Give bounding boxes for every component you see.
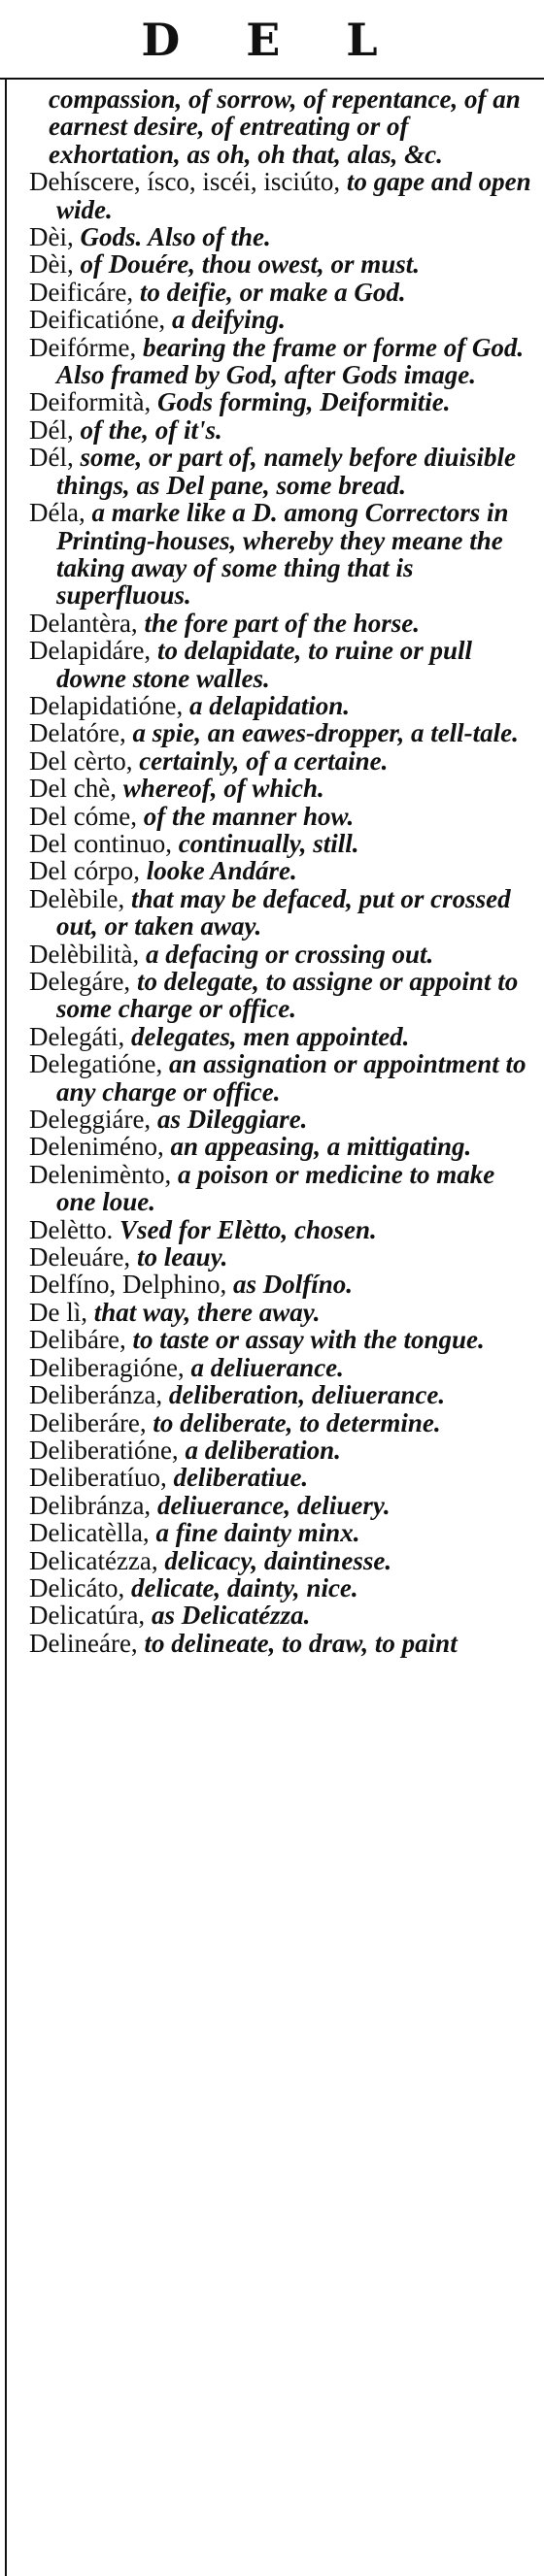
dictionary-entry — [29, 1023, 534, 1050]
entry-headword: Deifórme, — [29, 332, 137, 362]
dictionary-entry — [29, 1547, 534, 1574]
dictionary-entry — [29, 830, 534, 857]
dictionary-entry — [29, 416, 534, 444]
dictionary-entry — [29, 444, 534, 499]
dictionary-entry — [29, 334, 534, 389]
entry-headword: Delegáre, — [29, 967, 131, 996]
entry-definition: a deliberation. — [178, 1435, 341, 1465]
entry-definition: whereof, of which. — [116, 774, 324, 804]
dictionary-entry — [29, 1381, 534, 1408]
entry-definition: delicacy, daintinesse. — [157, 1545, 392, 1575]
dictionary-entry — [29, 1106, 534, 1133]
dictionary-entry — [29, 85, 534, 168]
dictionary-entry — [29, 1354, 534, 1381]
entry-headword: Delibránza, — [29, 1490, 152, 1520]
dictionary-entry — [29, 775, 534, 802]
dictionary-entry — [29, 747, 534, 775]
entry-definition: an assignation or appointment to any charge or office. — [56, 1049, 527, 1106]
entry-headword: Deiformità, — [29, 387, 152, 417]
dictionary-entry — [29, 1492, 534, 1519]
dictionary-entry — [29, 168, 534, 223]
dictionary-entry — [29, 279, 534, 306]
entry-headword: Delineáre, — [29, 1628, 138, 1658]
entry-headword: Delfíno, Delphino, — [29, 1270, 227, 1300]
dictionary-entry — [29, 1464, 534, 1491]
entry-definition: the fore part of the horse. — [137, 608, 420, 638]
entry-definition: a defacing or crossing out. — [139, 939, 434, 969]
entry-definition: delicate, dainty, nice. — [124, 1572, 358, 1602]
entry-headword: De lì, — [29, 1297, 87, 1327]
entry-headword: Dél, — [29, 443, 74, 473]
dictionary-entry — [29, 250, 534, 278]
entry-definition: bearing the frame or forme of God. Also framed by God, after Gods image. — [56, 332, 525, 390]
entry-definition: to gape and open wide. — [56, 167, 531, 224]
dictionary-entry — [29, 1216, 534, 1243]
dictionary-entry — [29, 306, 534, 333]
entry-headword: Del cèrto, — [29, 745, 133, 776]
page-title: D E L — [141, 14, 403, 66]
entry-headword: Delicatúra, — [29, 1601, 146, 1631]
dictionary-entry — [29, 1271, 534, 1298]
entry-definition: to delineate, to draw, to paint — [137, 1628, 458, 1658]
entry-definition: to taste or assay with the tongue. — [125, 1325, 485, 1355]
entry-definition: a deliuerance. — [184, 1352, 344, 1382]
entry-definition: of the, of it's. — [73, 414, 222, 445]
entry-definition: as Dileggiare. — [151, 1105, 308, 1135]
entry-headword: Delapidáre, — [29, 636, 152, 666]
entry-definition: deliberatiue. — [166, 1463, 309, 1493]
dictionary-entry — [29, 857, 534, 884]
entry-headword: Déla, — [29, 498, 85, 528]
entry-headword: Deliberatíuo, — [29, 1463, 167, 1493]
dictionary-entry — [29, 1161, 534, 1216]
entry-headword: Deleniméno, — [29, 1132, 164, 1162]
entry-headword: Deificatióne, — [29, 305, 166, 335]
entry-definition: deliuerance, deliuery. — [151, 1490, 391, 1520]
entry-headword: Delatóre, — [29, 718, 126, 748]
entry-headword: Delicáto, — [29, 1572, 125, 1602]
header-rule — [0, 78, 544, 80]
entry-definition: of the manner how. — [136, 801, 355, 831]
entry-definition: to deliberate, to determine. — [146, 1407, 441, 1437]
entry-headword: Delegatióne, — [29, 1049, 163, 1079]
dictionary-entry — [29, 1437, 534, 1464]
dictionary-entry — [29, 1602, 534, 1629]
dictionary-entry — [29, 1299, 534, 1326]
entry-definition: that way, there away. — [87, 1297, 321, 1327]
entry-definition: delegates, men appointed. — [124, 1021, 410, 1051]
entry-headword: Del continuo, — [29, 828, 172, 858]
entry-definition: as Delicatézza. — [145, 1601, 311, 1631]
dictionary-entry — [29, 499, 534, 610]
dictionary-entry — [29, 610, 534, 637]
dictionary-entry — [29, 1243, 534, 1271]
dictionary-entry — [29, 1630, 534, 1657]
entry-headword: Deliberatióne, — [29, 1435, 179, 1465]
entry-headword: Delicatézza, — [29, 1545, 158, 1575]
dictionary-entry — [29, 941, 534, 968]
entry-headword: Del cóme, — [29, 801, 137, 831]
entry-headword: Delètto. — [29, 1214, 114, 1244]
dictionary-entry — [29, 1409, 534, 1437]
dictionary-entry — [29, 1519, 534, 1546]
entry-definition: to delegate, to assigne or appoint to some charge or office. — [56, 967, 519, 1024]
entry-headword: Del córpo, — [29, 856, 140, 886]
dictionary-entry — [29, 719, 534, 746]
entry-headword: Deleggiáre, — [29, 1105, 152, 1135]
entry-definition: a marke like a D. among Correctors in Printing-houses, whereby they meane the taking away of some thing that is superfluous. — [56, 498, 509, 611]
entry-definition: of Douére, thou owest, or must. — [73, 249, 421, 280]
entry-column — [29, 85, 534, 2570]
entry-definition: some, or part of, namely before diuisible things, as Del pane, some bread. — [56, 443, 516, 500]
entry-headword: Delantèra, — [29, 608, 138, 638]
dictionary-entry — [29, 968, 534, 1023]
dictionary-entry — [29, 885, 534, 941]
entry-definition: as Dolfíno. — [226, 1270, 353, 1300]
entry-definition: a fine dainty minx. — [149, 1518, 360, 1548]
entry-definition: looke Andáre. — [139, 856, 297, 886]
entry-definition: to leauy. — [130, 1242, 228, 1272]
entry-headword: Delibáre, — [29, 1325, 126, 1355]
dictionary-entry — [29, 1050, 534, 1106]
dictionary-entry — [29, 1133, 534, 1160]
dictionary-entry — [29, 1326, 534, 1353]
entry-headword: Deificáre, — [29, 277, 134, 307]
entry-definition: compassion, of sorrow, of repentance, of an earnest desire, of entreating or of exhortation, as oh, oh that, alas, &c. — [49, 85, 521, 169]
entry-definition: a spie, an eawes-dropper, a tell-tale. — [125, 718, 519, 748]
entry-definition: continually, still. — [171, 828, 359, 858]
entry-headword: Dèi, — [29, 249, 74, 280]
entry-headword: Dèi, — [29, 222, 74, 252]
dictionary-entry — [29, 637, 534, 692]
dictionary-entry — [29, 692, 534, 719]
entry-headword: Deliberagióne, — [29, 1352, 185, 1382]
entry-definition: a delapidation. — [183, 690, 350, 720]
entry-definition: to delapidate, to ruine or pull downe stone walles. — [56, 636, 472, 693]
entry-definition: an appeasing, a mittigating. — [163, 1132, 472, 1162]
dictionary-entry — [29, 223, 534, 250]
dictionary-entry — [29, 1574, 534, 1602]
entry-headword: Delèbilità, — [29, 939, 140, 969]
entry-definition: certainly, of a certaine. — [132, 745, 389, 776]
entry-headword: Deliberáre, — [29, 1407, 147, 1437]
entry-definition: Vsed for Elètto, chosen. — [113, 1214, 377, 1244]
entry-headword: Dél, — [29, 414, 74, 445]
page-header — [0, 0, 544, 87]
entry-headword: Deleuáre, — [29, 1242, 131, 1272]
entry-headword: Delèbile, — [29, 883, 125, 913]
dictionary-entry — [29, 388, 534, 415]
entry-definition: deliberation, deliuerance. — [162, 1380, 446, 1410]
entry-definition: to deifie, or make a God. — [133, 277, 406, 307]
entry-headword: Del chè, — [29, 774, 117, 804]
entry-definition: that may be defaced, put or crossed out, or taken away. — [56, 883, 511, 941]
entry-headword: Delapidatióne, — [29, 690, 184, 720]
entry-headword: Dehíscere, ísco, iscéi, isciúto, — [29, 167, 341, 197]
entry-definition: a poison or medicine to make one loue. — [56, 1159, 495, 1217]
entry-definition: Gods forming, Deiformitie. — [151, 387, 451, 417]
entry-headword: Delicatèlla, — [29, 1518, 150, 1548]
dictionary-entry — [29, 803, 534, 830]
entry-headword: Delegáti, — [29, 1021, 125, 1051]
column-rule — [5, 78, 7, 2576]
entry-definition: a deifying. — [165, 305, 286, 335]
entry-headword: Deliberánza, — [29, 1380, 163, 1410]
entry-definition: Gods. Also of the. — [73, 222, 271, 252]
entry-headword: Delenimènto, — [29, 1159, 172, 1189]
